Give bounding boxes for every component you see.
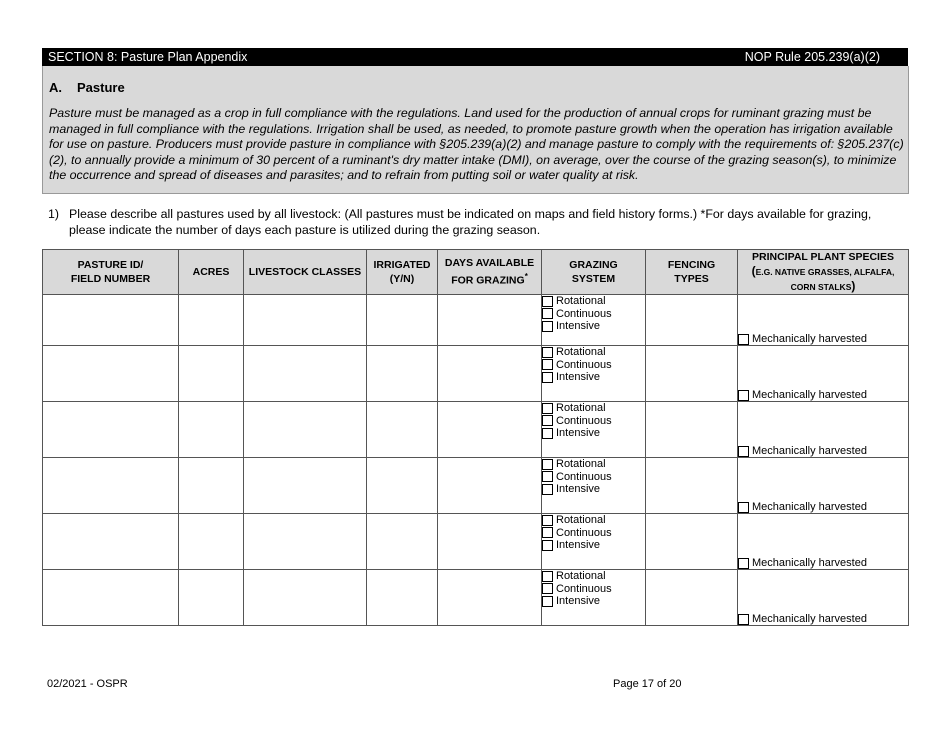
header-livestock-classes: LIVESTOCK CLASSES	[244, 250, 367, 295]
grazing-option-intensive[interactable]	[542, 595, 645, 608]
grazing-option-label: Continuous	[556, 358, 612, 371]
checkbox-intensive[interactable]	[542, 540, 553, 551]
mechanically-harvested-label: Mechanically harvested	[752, 557, 867, 569]
header-fencing-types: FENCING TYPES	[646, 250, 738, 295]
days-available-input[interactable]	[438, 514, 542, 570]
irrigated-input[interactable]	[367, 458, 438, 514]
acres-input[interactable]	[179, 346, 244, 402]
footer-date: 02/2021 - OSPR	[47, 678, 128, 690]
checkbox-mechanically-harvested[interactable]	[738, 390, 749, 401]
mechanically-harvested-option[interactable]	[738, 613, 908, 625]
mechanically-harvested-label: Mechanically harvested	[752, 333, 867, 345]
section-letter: A.	[49, 80, 62, 95]
grazing-option-intensive[interactable]	[542, 371, 645, 384]
checkbox-rotational[interactable]	[542, 571, 553, 582]
grazing-option-label: Continuous	[556, 414, 612, 427]
question-1	[48, 207, 898, 238]
checkbox-continuous[interactable]	[542, 471, 553, 482]
header-principal-plant-species: PRINCIPAL PLANT SPECIES (E.G. NATIVE GRASSES, ALFALFA, CORN STALKS)	[738, 250, 909, 295]
livestock-classes-input[interactable]	[244, 514, 367, 570]
livestock-classes-input[interactable]	[244, 458, 367, 514]
days-available-input[interactable]	[438, 346, 542, 402]
days-available-input[interactable]	[438, 402, 542, 458]
mechanically-harvested-option[interactable]	[738, 501, 908, 513]
grazing-option-continuous[interactable]	[542, 359, 645, 372]
acres-input[interactable]	[179, 514, 244, 570]
grazing-option-continuous[interactable]	[542, 583, 645, 596]
grazing-option-continuous[interactable]	[542, 527, 645, 540]
grazing-option-label: Rotational	[556, 295, 606, 307]
checkbox-mechanically-harvested[interactable]	[738, 614, 749, 625]
header-acres: ACRES	[179, 250, 244, 295]
irrigated-input[interactable]	[367, 346, 438, 402]
livestock-classes-input[interactable]	[244, 346, 367, 402]
grazing-option-label: Intensive	[556, 427, 601, 439]
fencing-types-input[interactable]	[646, 346, 738, 402]
pasture-id-input[interactable]	[43, 295, 179, 346]
footer-page-number: Page 17 of 20	[613, 678, 682, 690]
plant-species-cell	[738, 458, 909, 514]
checkbox-intensive[interactable]	[542, 321, 553, 332]
grazing-option-label: Continuous	[556, 470, 612, 483]
checkbox-continuous[interactable]	[542, 359, 553, 370]
grazing-option-intensive[interactable]	[542, 320, 645, 333]
checkbox-mechanically-harvested[interactable]	[738, 558, 749, 569]
grazing-option-intensive[interactable]	[542, 427, 645, 440]
checkbox-continuous[interactable]	[542, 527, 553, 538]
header-days-available: DAYS AVAILABLE FOR GRAZING*	[438, 250, 542, 295]
livestock-classes-input[interactable]	[244, 570, 367, 626]
grazing-option-label: Rotational	[556, 458, 606, 470]
grazing-option-label: Rotational	[556, 346, 606, 358]
mechanically-harvested-label: Mechanically harvested	[752, 445, 867, 457]
grazing-option-label: Intensive	[556, 371, 601, 383]
irrigated-input[interactable]	[367, 570, 438, 626]
plant-species-cell	[738, 402, 909, 458]
grazing-system-cell	[542, 458, 646, 514]
question-number: 1)	[48, 207, 60, 221]
header-grazing-system: GRAZING SYSTEM	[542, 250, 646, 295]
checkbox-mechanically-harvested[interactable]	[738, 502, 749, 513]
header-pasture-id: PASTURE ID/ FIELD NUMBER	[43, 250, 179, 295]
plant-species-cell	[738, 295, 909, 346]
grazing-option-label: Rotational	[556, 570, 606, 582]
mechanically-harvested-option[interactable]	[738, 557, 908, 569]
grazing-option-intensive[interactable]	[542, 539, 645, 552]
grazing-option-label: Continuous	[556, 307, 612, 320]
acres-input[interactable]	[179, 402, 244, 458]
table-row	[43, 514, 909, 570]
pasture-id-input[interactable]	[43, 402, 179, 458]
livestock-classes-input[interactable]	[244, 402, 367, 458]
grazing-option-label: Continuous	[556, 582, 612, 595]
grazing-option-label: Rotational	[556, 514, 606, 526]
grazing-option-label: Intensive	[556, 595, 601, 607]
checkbox-intensive[interactable]	[542, 484, 553, 495]
grazing-option-rotational[interactable]	[542, 402, 645, 415]
rule-reference: NOP Rule 205.239(a)(2)	[744, 50, 880, 64]
checkbox-continuous[interactable]	[542, 583, 553, 594]
table-row	[43, 346, 909, 402]
checkbox-rotational[interactable]	[542, 347, 553, 358]
plant-species-cell	[738, 346, 909, 402]
mechanically-harvested-label: Mechanically harvested	[752, 501, 867, 513]
grazing-option-rotational[interactable]	[542, 458, 645, 471]
days-available-input[interactable]	[438, 570, 542, 626]
mechanically-harvested-option[interactable]	[738, 333, 908, 345]
grazing-option-rotational[interactable]	[542, 346, 645, 359]
plant-species-cell	[738, 514, 909, 570]
section-header-bar	[42, 48, 908, 66]
table-header-row	[43, 250, 909, 295]
livestock-classes-input[interactable]	[244, 295, 367, 346]
header-irrigated: IRRIGATED (Y/N)	[367, 250, 438, 295]
grazing-option-label: Intensive	[556, 539, 601, 551]
section-title	[49, 80, 125, 95]
grazing-system-cell	[542, 514, 646, 570]
plant-species-cell	[738, 570, 909, 626]
checkbox-rotational[interactable]	[542, 296, 553, 307]
days-available-input[interactable]	[438, 295, 542, 346]
irrigated-input[interactable]	[367, 295, 438, 346]
grazing-option-continuous[interactable]	[542, 471, 645, 484]
grazing-option-label: Intensive	[556, 483, 601, 495]
irrigated-input[interactable]	[367, 402, 438, 458]
pasture-id-input[interactable]	[43, 514, 179, 570]
grazing-option-label: Intensive	[556, 320, 601, 332]
checkbox-intensive[interactable]	[542, 596, 553, 607]
table-row	[43, 295, 909, 346]
irrigated-input[interactable]	[367, 514, 438, 570]
grazing-option-rotational[interactable]	[542, 514, 645, 527]
fencing-types-input[interactable]	[646, 458, 738, 514]
acres-input[interactable]	[179, 458, 244, 514]
section-label: SECTION 8: Pasture Plan Appendix	[48, 50, 248, 64]
table-row	[43, 570, 909, 626]
pasture-requirements-paragraph: Pasture must be managed as a crop in full compliance with the regulations. Land used for the production of annual crops for ruminant grazing must be managed in full compliance with the regulations. Irrigation shall be used, as needed, to promote pasture growth when the operation has irrigation available for use on pasture. Producers must provide pasture in compliance with §205.239(a)(2) and manage pasture to comply with the requirements of: §205.237(c)(2), to annually provide a minimum of 30 percent of a ruminant's dry matter intake (DMI), on average, over the course of the grazing season(s), to minimize the occurrence and spread of diseases and parasites; and to refrain from putting soil or water quality at risk.	[49, 106, 904, 183]
checkbox-rotational[interactable]	[542, 403, 553, 414]
days-available-input[interactable]	[438, 458, 542, 514]
checkbox-continuous[interactable]	[542, 308, 553, 319]
section-title-text: Pasture	[77, 80, 125, 95]
grazing-system-cell	[542, 346, 646, 402]
checkbox-rotational[interactable]	[542, 515, 553, 526]
checkbox-rotational[interactable]	[542, 459, 553, 470]
grazing-option-continuous[interactable]	[542, 308, 645, 321]
grazing-option-label: Continuous	[556, 526, 612, 539]
checkbox-intensive[interactable]	[542, 372, 553, 383]
mechanically-harvested-option[interactable]	[738, 445, 908, 457]
table-row	[43, 402, 909, 458]
table-row	[43, 458, 909, 514]
checkbox-mechanically-harvested[interactable]	[738, 446, 749, 457]
pasture-id-input[interactable]	[43, 458, 179, 514]
checkbox-continuous[interactable]	[542, 415, 553, 426]
fencing-types-input[interactable]	[646, 570, 738, 626]
mechanically-harvested-label: Mechanically harvested	[752, 613, 867, 625]
mechanically-harvested-option[interactable]	[738, 389, 908, 401]
mechanically-harvested-label: Mechanically harvested	[752, 389, 867, 401]
acres-input[interactable]	[179, 570, 244, 626]
fencing-types-input[interactable]	[646, 295, 738, 346]
fencing-types-input[interactable]	[646, 402, 738, 458]
fencing-types-input[interactable]	[646, 514, 738, 570]
pasture-table	[42, 249, 909, 626]
pasture-id-input[interactable]	[43, 570, 179, 626]
grazing-option-label: Rotational	[556, 402, 606, 414]
pasture-intro-box	[42, 66, 909, 194]
question-text: Please describe all pastures used by all livestock: (All pastures must be indicated on maps and field history forms.) *For days available for grazing, please indicate the number of days each pasture is utilized during the grazing season.	[69, 207, 872, 237]
checkbox-intensive[interactable]	[542, 428, 553, 439]
grazing-option-rotational[interactable]	[542, 295, 645, 308]
grazing-option-intensive[interactable]	[542, 483, 645, 496]
grazing-system-cell	[542, 402, 646, 458]
grazing-option-rotational[interactable]	[542, 570, 645, 583]
grazing-system-cell	[542, 295, 646, 346]
grazing-option-continuous[interactable]	[542, 415, 645, 428]
pasture-id-input[interactable]	[43, 346, 179, 402]
grazing-system-cell	[542, 570, 646, 626]
checkbox-mechanically-harvested[interactable]	[738, 334, 749, 345]
acres-input[interactable]	[179, 295, 244, 346]
